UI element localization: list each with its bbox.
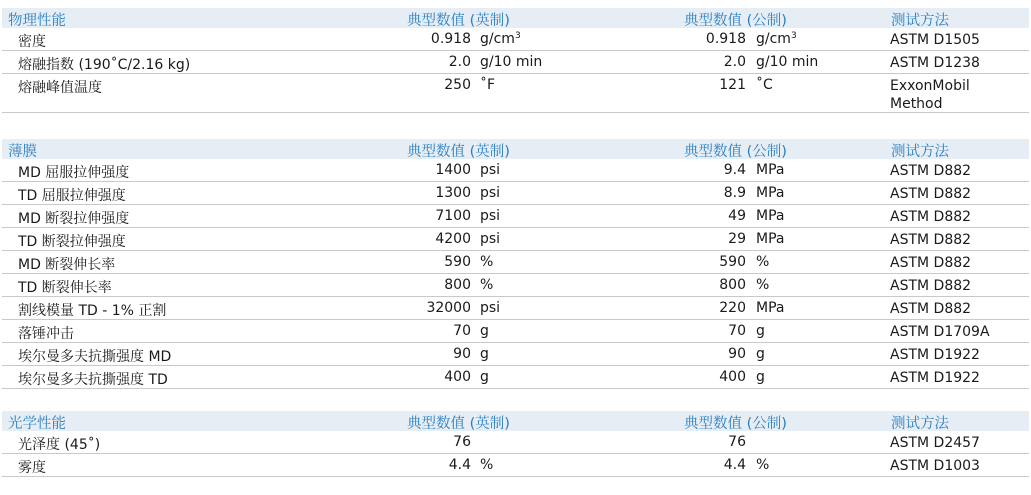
metric-unit: ˚C xyxy=(756,77,773,93)
test-method: ASTM D882 xyxy=(890,186,972,202)
metric-value: 4.4 xyxy=(723,457,746,473)
test-method: ASTM D1505 xyxy=(890,32,980,48)
table-row xyxy=(2,51,1029,74)
english-unit-exponent: 3 xyxy=(514,31,521,41)
table-row xyxy=(2,251,1029,274)
english-value: 590 xyxy=(444,254,471,270)
table-row xyxy=(2,182,1029,205)
english-value: 1300 xyxy=(435,185,471,201)
english-value: 0.918 xyxy=(430,31,471,47)
metric-unit-base: g/cm xyxy=(756,31,791,47)
metric-unit: MPa xyxy=(756,185,785,201)
english-unit: g xyxy=(480,369,489,385)
property-name: 光泽度 (45˚) xyxy=(18,437,101,453)
section-title: 物理性能 xyxy=(8,13,66,29)
metric-value: 121 xyxy=(719,77,746,93)
table-row xyxy=(2,454,1029,477)
column-header-method: 测试方法 xyxy=(891,144,949,160)
section-optical-properties xyxy=(2,411,1029,477)
english-unit: psi xyxy=(480,231,501,247)
table-row xyxy=(2,274,1029,297)
test-method-line1: ExxonMobil xyxy=(890,78,970,94)
property-name: TD 屈服拉伸强度 xyxy=(18,188,126,204)
metric-value: 76 xyxy=(728,434,746,450)
test-method: ASTM D882 xyxy=(890,255,972,271)
metric-unit-exponent: 3 xyxy=(790,31,797,41)
metric-unit: % xyxy=(756,254,770,270)
section-header xyxy=(2,411,1029,431)
metric-value: 2.0 xyxy=(723,54,746,70)
table-row xyxy=(2,205,1029,228)
metric-value: 29 xyxy=(728,231,746,247)
english-value: 7100 xyxy=(435,208,471,224)
table-row xyxy=(2,366,1029,389)
english-unit: % xyxy=(480,277,494,293)
metric-value: 590 xyxy=(719,254,746,270)
metric-value: 9.4 xyxy=(723,162,746,178)
test-method: ASTM D882 xyxy=(890,232,972,248)
english-unit: g/10 min xyxy=(480,54,543,70)
metric-value: 0.918 xyxy=(705,31,746,47)
test-method: ASTM D1922 xyxy=(890,347,980,363)
english-value: 250 xyxy=(444,77,471,93)
property-name: TD 断裂伸长率 xyxy=(18,280,112,296)
english-unit: psi xyxy=(480,162,501,178)
metric-unit: MPa xyxy=(756,162,785,178)
table-row xyxy=(2,159,1029,182)
section-physical-properties xyxy=(2,8,1029,113)
section-header xyxy=(2,8,1029,28)
property-name: MD 断裂伸长率 xyxy=(18,257,116,273)
property-name: 雾度 xyxy=(18,460,46,476)
metric-value: 220 xyxy=(719,300,746,316)
property-name: 密度 xyxy=(18,34,46,50)
test-method: ASTM D882 xyxy=(890,301,972,317)
column-header-metric: 典型数值 (公制) xyxy=(684,144,787,160)
test-method: ASTM D882 xyxy=(890,278,972,294)
english-unit-base: g/cm xyxy=(480,31,515,47)
column-header-english: 典型数值 (英制) xyxy=(407,416,510,432)
metric-unit: MPa xyxy=(756,231,785,247)
metric-unit: % xyxy=(756,277,770,293)
table-row xyxy=(2,74,1029,113)
english-unit xyxy=(480,31,521,47)
section-title: 薄膜 xyxy=(8,144,37,160)
table-row xyxy=(2,28,1029,51)
metric-value: 8.9 xyxy=(723,185,746,201)
property-name: 割线模量 TD - 1% 正割 xyxy=(18,303,167,319)
property-name: 埃尔曼多夫抗撕强度 MD xyxy=(18,349,172,365)
english-unit: % xyxy=(480,457,494,473)
section-film xyxy=(2,139,1029,389)
property-name: 埃尔曼多夫抗撕强度 TD xyxy=(18,372,168,388)
table-row xyxy=(2,343,1029,366)
english-unit: ˚F xyxy=(480,77,496,93)
test-method-line2: Method xyxy=(890,96,943,112)
test-method xyxy=(890,77,970,113)
english-value: 70 xyxy=(453,323,471,339)
metric-value: 400 xyxy=(719,369,746,385)
property-name: 熔融指数 (190˚C/2.16 kg) xyxy=(18,57,191,73)
metric-unit: g xyxy=(756,346,765,362)
metric-value: 90 xyxy=(728,346,746,362)
english-value: 1400 xyxy=(435,162,471,178)
english-unit: psi xyxy=(480,300,501,316)
metric-value: 49 xyxy=(728,208,746,224)
property-name: MD 屈服拉伸强度 xyxy=(18,165,130,181)
english-value: 90 xyxy=(453,346,471,362)
test-method: ASTM D1922 xyxy=(890,370,980,386)
metric-value: 800 xyxy=(719,277,746,293)
metric-unit: g/10 min xyxy=(756,54,819,70)
column-header-metric: 典型数值 (公制) xyxy=(684,13,787,29)
english-value: 2.0 xyxy=(448,54,471,70)
english-unit: % xyxy=(480,254,494,270)
column-header-english: 典型数值 (英制) xyxy=(407,13,510,29)
section-title: 光学性能 xyxy=(8,416,66,432)
metric-unit: g xyxy=(756,323,765,339)
table-row xyxy=(2,297,1029,320)
table-row xyxy=(2,320,1029,343)
metric-unit xyxy=(756,31,797,47)
english-value: 4200 xyxy=(435,231,471,247)
column-header-method: 测试方法 xyxy=(891,416,949,432)
test-method: ASTM D1709A xyxy=(890,324,990,340)
table-row xyxy=(2,431,1029,454)
property-name: 落锤冲击 xyxy=(18,326,74,342)
english-value: 76 xyxy=(453,434,471,450)
english-unit: g xyxy=(480,346,489,362)
section-header xyxy=(2,139,1029,159)
test-method: ASTM D1238 xyxy=(890,55,980,71)
english-value: 400 xyxy=(444,369,471,385)
metric-unit: MPa xyxy=(756,300,785,316)
test-method: ASTM D2457 xyxy=(890,435,980,451)
test-method: ASTM D1003 xyxy=(890,458,980,474)
property-name: 熔融峰值温度 xyxy=(18,80,102,96)
test-method: ASTM D882 xyxy=(890,163,972,179)
english-value: 4.4 xyxy=(448,457,471,473)
metric-unit: % xyxy=(756,457,770,473)
metric-unit: MPa xyxy=(756,208,785,224)
english-unit: psi xyxy=(480,208,501,224)
metric-unit: g xyxy=(756,369,765,385)
property-name: TD 断裂拉伸强度 xyxy=(18,234,126,250)
english-unit: psi xyxy=(480,185,501,201)
column-header-metric: 典型数值 (公制) xyxy=(684,416,787,432)
column-header-method: 测试方法 xyxy=(891,13,949,29)
column-header-english: 典型数值 (英制) xyxy=(407,144,510,160)
english-value: 800 xyxy=(444,277,471,293)
english-value: 32000 xyxy=(426,300,471,316)
metric-value: 70 xyxy=(728,323,746,339)
english-unit: g xyxy=(480,323,489,339)
property-name: MD 断裂拉伸强度 xyxy=(18,211,130,227)
test-method: ASTM D882 xyxy=(890,209,972,225)
table-row xyxy=(2,228,1029,251)
